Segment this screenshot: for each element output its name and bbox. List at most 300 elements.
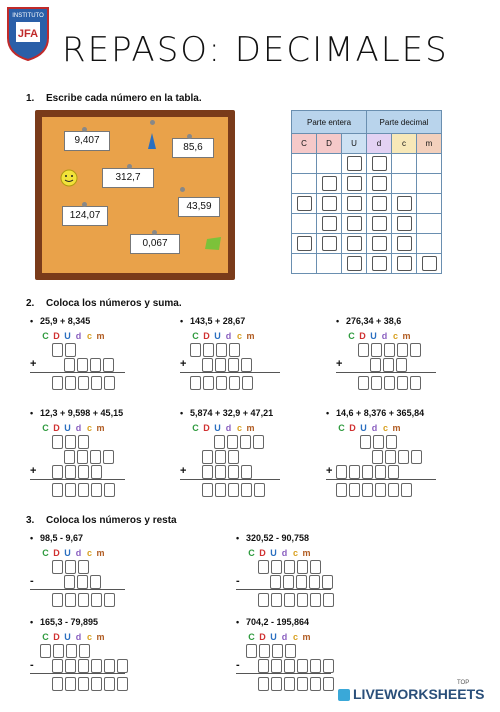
digit-input-box[interactable]: [203, 376, 214, 390]
digit-input-box[interactable]: [91, 465, 102, 479]
digit-input-box[interactable]: [410, 376, 421, 390]
digit-input-box[interactable]: [91, 483, 102, 497]
digit-input-box[interactable]: [78, 376, 89, 390]
digit-input-box[interactable]: [228, 483, 239, 497]
plus-sign: +: [180, 465, 187, 477]
digit-input-box[interactable]: [103, 358, 114, 372]
digit-row: [180, 356, 280, 371]
digit-input-box[interactable]: [65, 343, 76, 357]
digit-input-box[interactable]: [52, 483, 63, 497]
digit-input-box[interactable]: [375, 465, 386, 479]
place-label-C: C: [42, 548, 49, 558]
digit-row: [360, 433, 436, 448]
digit-input-box[interactable]: [215, 450, 226, 464]
digit-input-box[interactable]: [323, 593, 334, 607]
digit-input-box[interactable]: [362, 465, 373, 479]
digit-input-box[interactable]: [373, 435, 384, 449]
school-logo: [4, 4, 52, 62]
place-label-D: D: [53, 331, 60, 341]
place-label-U: U: [64, 331, 71, 341]
digit-input-box[interactable]: [190, 376, 201, 390]
digit-input-box[interactable]: [385, 450, 396, 464]
digit-row: [246, 642, 336, 657]
place-label-U: U: [214, 331, 221, 341]
digit-input-box[interactable]: [240, 435, 251, 449]
digit-input-box[interactable]: [271, 677, 282, 691]
digit-input-box[interactable]: [284, 593, 295, 607]
pin-icon: [187, 134, 192, 139]
col-D: D: [317, 134, 342, 154]
place-label-U: U: [214, 423, 221, 433]
digit-row: [214, 433, 280, 448]
input-box[interactable]: [322, 176, 337, 191]
digit-input-box[interactable]: [336, 483, 347, 497]
digit-input-box[interactable]: [384, 343, 395, 357]
result-line: [30, 589, 125, 590]
minus-sign: -: [30, 659, 34, 671]
section-3-heading: 3. Coloca los números y resta: [26, 515, 177, 526]
digit-input-box[interactable]: [297, 593, 308, 607]
digit-input-box[interactable]: [284, 659, 295, 673]
header-parte-entera: Parte entera: [292, 111, 367, 134]
digit-input-box[interactable]: [203, 343, 214, 357]
header-parte-decimal: Parte decimal: [367, 111, 442, 134]
digit-input-box[interactable]: [78, 593, 89, 607]
place-label-m: m: [246, 423, 255, 433]
digit-input-box[interactable]: [214, 435, 225, 449]
exercise-label: • 143,5 + 28,67: [180, 316, 246, 326]
place-label-C: C: [42, 331, 49, 341]
input-box[interactable]: [372, 216, 387, 231]
digit-input-box[interactable]: [52, 560, 63, 574]
digit-input-box[interactable]: [241, 465, 252, 479]
digit-input-box[interactable]: [323, 677, 334, 691]
digit-input-box[interactable]: [52, 659, 63, 673]
exercise-label: • 14,6 + 8,376 + 365,84: [326, 408, 425, 418]
digit-input-box[interactable]: [78, 435, 89, 449]
place-label-D: D: [53, 423, 60, 433]
digit-input-box[interactable]: [259, 644, 270, 658]
digit-input-box[interactable]: [52, 376, 63, 390]
logo-text: INSTITUTO: [12, 13, 44, 19]
place-label-U: U: [360, 423, 367, 433]
plus-sign: +: [336, 358, 343, 370]
note-85-6: 85,6: [172, 138, 214, 158]
digit-input-box[interactable]: [241, 483, 252, 497]
sticky-note-icon: [205, 237, 223, 251]
pin-icon: [127, 164, 132, 169]
col-U: U: [342, 134, 367, 154]
digit-input-box[interactable]: [215, 483, 226, 497]
digit-input-box[interactable]: [64, 358, 75, 372]
digit-input-box[interactable]: [297, 677, 308, 691]
place-label-C: C: [192, 331, 199, 341]
digit-input-box[interactable]: [296, 575, 307, 589]
place-label-d: d: [281, 548, 288, 558]
place-label-d: d: [75, 331, 82, 341]
digit-input-box[interactable]: [52, 677, 63, 691]
place-label-C: C: [248, 632, 255, 642]
digit-row: [52, 481, 125, 496]
digit-input-box[interactable]: [258, 659, 269, 673]
digit-row: [64, 448, 125, 463]
digit-input-box[interactable]: [78, 659, 89, 673]
digit-input-box[interactable]: [386, 435, 397, 449]
place-label-C: C: [42, 423, 49, 433]
col-c: c: [392, 134, 417, 154]
digit-input-box[interactable]: [65, 465, 76, 479]
digit-input-box[interactable]: [202, 450, 213, 464]
digit-input-box[interactable]: [401, 483, 412, 497]
place-label-m: m: [392, 423, 401, 433]
digit-input-box[interactable]: [310, 593, 321, 607]
input-box[interactable]: [347, 156, 362, 171]
place-label-C: C: [338, 423, 345, 433]
place-label-c: c: [382, 423, 388, 433]
section3-exercise-2: [236, 533, 336, 606]
input-box[interactable]: [322, 196, 337, 211]
place-value-labels: [40, 423, 125, 433]
pin-icon: [152, 230, 157, 235]
digit-input-box[interactable]: [65, 376, 76, 390]
place-label-C: C: [192, 423, 199, 433]
digit-input-box[interactable]: [411, 450, 422, 464]
digit-input-box[interactable]: [90, 358, 101, 372]
section2-exercise-3: [336, 316, 436, 389]
digit-row: [372, 448, 436, 463]
digit-input-box[interactable]: [104, 677, 115, 691]
input-box[interactable]: [297, 196, 312, 211]
digit-input-box[interactable]: [216, 376, 227, 390]
digit-input-box[interactable]: [258, 677, 269, 691]
place-value-table: [291, 110, 442, 274]
input-box[interactable]: [372, 156, 387, 171]
digit-input-box[interactable]: [91, 659, 102, 673]
digit-input-box[interactable]: [190, 343, 201, 357]
digit-input-box[interactable]: [79, 644, 90, 658]
input-box[interactable]: [347, 176, 362, 191]
place-label-D: D: [53, 632, 60, 642]
digit-input-box[interactable]: [323, 659, 334, 673]
digit-input-box[interactable]: [91, 376, 102, 390]
result-line: [180, 372, 280, 373]
liveworksheets-logo: LIVEWORKSHEETS: [338, 686, 484, 702]
digit-input-box[interactable]: [52, 465, 63, 479]
digit-row: [52, 341, 125, 356]
section-2-heading: 2. Coloca los números y suma.: [26, 298, 182, 309]
digit-input-box[interactable]: [66, 644, 77, 658]
digit-input-box[interactable]: [284, 560, 295, 574]
digit-input-box[interactable]: [370, 358, 381, 372]
note-312-7: 312,7: [102, 168, 154, 188]
place-label-C: C: [348, 331, 355, 341]
input-box[interactable]: [397, 236, 412, 251]
place-label-D: D: [203, 423, 210, 433]
input-box[interactable]: [297, 236, 312, 251]
digit-input-box[interactable]: [229, 343, 240, 357]
place-label-c: c: [236, 423, 242, 433]
digit-input-box[interactable]: [65, 435, 76, 449]
digit-input-box[interactable]: [322, 575, 333, 589]
digit-input-box[interactable]: [349, 483, 360, 497]
digit-input-box[interactable]: [91, 677, 102, 691]
digit-input-box[interactable]: [272, 644, 283, 658]
place-label-C: C: [42, 632, 49, 642]
input-box[interactable]: [347, 236, 362, 251]
digit-input-box[interactable]: [104, 483, 115, 497]
digit-input-box[interactable]: [410, 343, 421, 357]
digit-row: [236, 657, 336, 672]
digit-row: [52, 558, 125, 573]
minus-sign: -: [236, 575, 240, 587]
result-line: [30, 372, 125, 373]
digit-input-box[interactable]: [388, 483, 399, 497]
digit-input-box[interactable]: [254, 483, 265, 497]
digit-input-box[interactable]: [396, 358, 407, 372]
digit-input-box[interactable]: [375, 483, 386, 497]
digit-input-box[interactable]: [202, 483, 213, 497]
digit-input-box[interactable]: [397, 343, 408, 357]
digit-input-box[interactable]: [90, 450, 101, 464]
digit-input-box[interactable]: [253, 435, 264, 449]
digit-input-box[interactable]: [52, 435, 63, 449]
digit-input-box[interactable]: [227, 435, 238, 449]
digit-input-box[interactable]: [104, 593, 115, 607]
digit-input-box[interactable]: [202, 358, 213, 372]
digit-input-box[interactable]: [91, 593, 102, 607]
input-box[interactable]: [372, 176, 387, 191]
place-label-c: c: [86, 331, 92, 341]
logo-letters: JFA: [17, 28, 39, 40]
place-value-labels: [40, 632, 130, 642]
exercise-label: • 98,5 - 9,67: [30, 533, 84, 543]
exercise-label: • 5,874 + 32,9 + 47,21: [180, 408, 274, 418]
place-label-U: U: [64, 423, 71, 433]
digit-input-box[interactable]: [271, 593, 282, 607]
digit-input-box[interactable]: [52, 593, 63, 607]
place-label-U: U: [370, 331, 377, 341]
place-label-d: d: [75, 548, 82, 558]
place-label-m: m: [302, 632, 311, 642]
digit-input-box[interactable]: [297, 659, 308, 673]
digit-input-box[interactable]: [52, 343, 63, 357]
digit-input-box[interactable]: [78, 483, 89, 497]
section2-exercise-1: [30, 316, 125, 389]
digit-row: [358, 341, 436, 356]
digit-row: [258, 675, 336, 690]
digit-input-box[interactable]: [53, 644, 64, 658]
digit-input-box[interactable]: [117, 677, 128, 691]
digit-input-box[interactable]: [271, 659, 282, 673]
place-label-m: m: [246, 331, 255, 341]
digit-row: [202, 448, 280, 463]
digit-input-box[interactable]: [383, 358, 394, 372]
input-box[interactable]: [347, 256, 362, 271]
section3-exercise-4: [236, 617, 336, 690]
digit-input-box[interactable]: [310, 677, 321, 691]
section3-exercise-1: [30, 533, 125, 606]
digit-input-box[interactable]: [77, 450, 88, 464]
place-label-D: D: [53, 548, 60, 558]
digit-input-box[interactable]: [371, 376, 382, 390]
pin-icon: [82, 127, 87, 132]
digit-input-box[interactable]: [388, 465, 399, 479]
minus-sign: -: [30, 575, 34, 587]
place-label-c: c: [236, 331, 242, 341]
digit-input-box[interactable]: [270, 575, 281, 589]
result-line: [236, 673, 331, 674]
digit-input-box[interactable]: [285, 644, 296, 658]
digit-input-box[interactable]: [297, 560, 308, 574]
section2-exercise-4: [30, 408, 125, 496]
input-box[interactable]: [322, 236, 337, 251]
digit-row: [52, 374, 125, 389]
digit-input-box[interactable]: [228, 358, 239, 372]
bell-pin-icon: [145, 131, 159, 153]
digit-input-box[interactable]: [362, 483, 373, 497]
input-box[interactable]: [372, 196, 387, 211]
result-line: [336, 372, 436, 373]
digit-input-box[interactable]: [283, 575, 294, 589]
digit-row: [336, 356, 436, 371]
digit-input-box[interactable]: [117, 659, 128, 673]
digit-input-box[interactable]: [40, 644, 51, 658]
col-m: m: [417, 134, 442, 154]
digit-row: [258, 558, 336, 573]
digit-input-box[interactable]: [65, 560, 76, 574]
input-box[interactable]: [372, 256, 387, 271]
digit-input-box[interactable]: [228, 465, 239, 479]
digit-input-box[interactable]: [78, 560, 89, 574]
place-value-labels: [336, 423, 436, 433]
note-0-067: 0,067: [130, 234, 180, 254]
plus-sign: +: [30, 465, 37, 477]
digit-input-box[interactable]: [358, 343, 369, 357]
digit-row: [358, 374, 436, 389]
digit-input-box[interactable]: [104, 376, 115, 390]
place-label-C: C: [248, 548, 255, 558]
pin-icon: [150, 120, 155, 125]
place-label-U: U: [64, 548, 71, 558]
digit-row: [52, 675, 130, 690]
digit-input-box[interactable]: [78, 465, 89, 479]
place-label-d: d: [225, 331, 232, 341]
digit-input-box[interactable]: [246, 644, 257, 658]
digit-input-box[interactable]: [384, 376, 395, 390]
place-label-c: c: [292, 632, 298, 642]
digit-input-box[interactable]: [65, 593, 76, 607]
note-9407: 9,407: [64, 131, 110, 151]
input-box[interactable]: [397, 196, 412, 211]
section3-exercise-3: [30, 617, 130, 690]
page-title: REPASO: DECIMALES: [62, 30, 449, 70]
digit-input-box[interactable]: [78, 677, 89, 691]
place-value-labels: [346, 331, 436, 341]
place-label-D: D: [349, 423, 356, 433]
digit-input-box[interactable]: [271, 560, 282, 574]
digit-row: [30, 463, 125, 478]
input-box[interactable]: [397, 216, 412, 231]
input-box[interactable]: [347, 216, 362, 231]
digit-input-box[interactable]: [284, 677, 295, 691]
place-label-d: d: [75, 632, 82, 642]
smiley-icon: [60, 169, 78, 187]
result-line: [30, 673, 125, 674]
place-label-d: d: [75, 423, 82, 433]
place-label-m: m: [96, 548, 105, 558]
input-box[interactable]: [372, 236, 387, 251]
digit-input-box[interactable]: [215, 465, 226, 479]
place-label-c: c: [292, 548, 298, 558]
digit-input-box[interactable]: [371, 343, 382, 357]
input-box[interactable]: [322, 216, 337, 231]
place-label-m: m: [96, 632, 105, 642]
digit-input-box[interactable]: [310, 560, 321, 574]
place-label-D: D: [259, 548, 266, 558]
digit-input-box[interactable]: [241, 358, 252, 372]
digit-input-box[interactable]: [398, 450, 409, 464]
digit-input-box[interactable]: [64, 575, 75, 589]
digit-input-box[interactable]: [336, 465, 347, 479]
digit-input-box[interactable]: [360, 435, 371, 449]
digit-input-box[interactable]: [65, 659, 76, 673]
digit-input-box[interactable]: [65, 483, 76, 497]
input-box[interactable]: [422, 256, 437, 271]
place-label-m: m: [96, 331, 105, 341]
note-43-59: 43,59: [178, 197, 220, 217]
minus-sign: -: [236, 659, 240, 671]
col-C: C: [292, 134, 317, 154]
digit-input-box[interactable]: [358, 376, 369, 390]
input-box[interactable]: [397, 256, 412, 271]
place-label-U: U: [270, 548, 277, 558]
top-tag: TOP: [457, 680, 470, 686]
pin-icon: [180, 187, 185, 192]
liveworksheets-icon: [338, 689, 350, 701]
digit-input-box[interactable]: [90, 575, 101, 589]
place-value-labels: [190, 331, 280, 341]
digit-input-box[interactable]: [397, 376, 408, 390]
digit-input-box[interactable]: [310, 659, 321, 673]
plus-sign: +: [30, 358, 37, 370]
digit-row: [236, 573, 336, 588]
section-1-heading: 1. Escribe cada número en la tabla.: [26, 93, 202, 104]
digit-input-box[interactable]: [372, 450, 383, 464]
place-label-d: d: [371, 423, 378, 433]
digit-input-box[interactable]: [77, 358, 88, 372]
digit-input-box[interactable]: [258, 593, 269, 607]
digit-input-box[interactable]: [202, 465, 213, 479]
digit-input-box[interactable]: [104, 659, 115, 673]
note-124-07: 124,07: [62, 206, 108, 226]
digit-input-box[interactable]: [228, 450, 239, 464]
digit-input-box[interactable]: [64, 450, 75, 464]
digit-input-box[interactable]: [258, 560, 269, 574]
digit-input-box[interactable]: [349, 465, 360, 479]
digit-input-box[interactable]: [309, 575, 320, 589]
digit-input-box[interactable]: [242, 376, 253, 390]
place-label-D: D: [359, 331, 366, 341]
digit-input-box[interactable]: [229, 376, 240, 390]
input-box[interactable]: [347, 196, 362, 211]
digit-input-box[interactable]: [215, 358, 226, 372]
place-label-d: d: [281, 632, 288, 642]
digit-input-box[interactable]: [103, 450, 114, 464]
digit-input-box[interactable]: [77, 575, 88, 589]
digit-input-box[interactable]: [216, 343, 227, 357]
digit-input-box[interactable]: [65, 677, 76, 691]
place-label-D: D: [259, 632, 266, 642]
